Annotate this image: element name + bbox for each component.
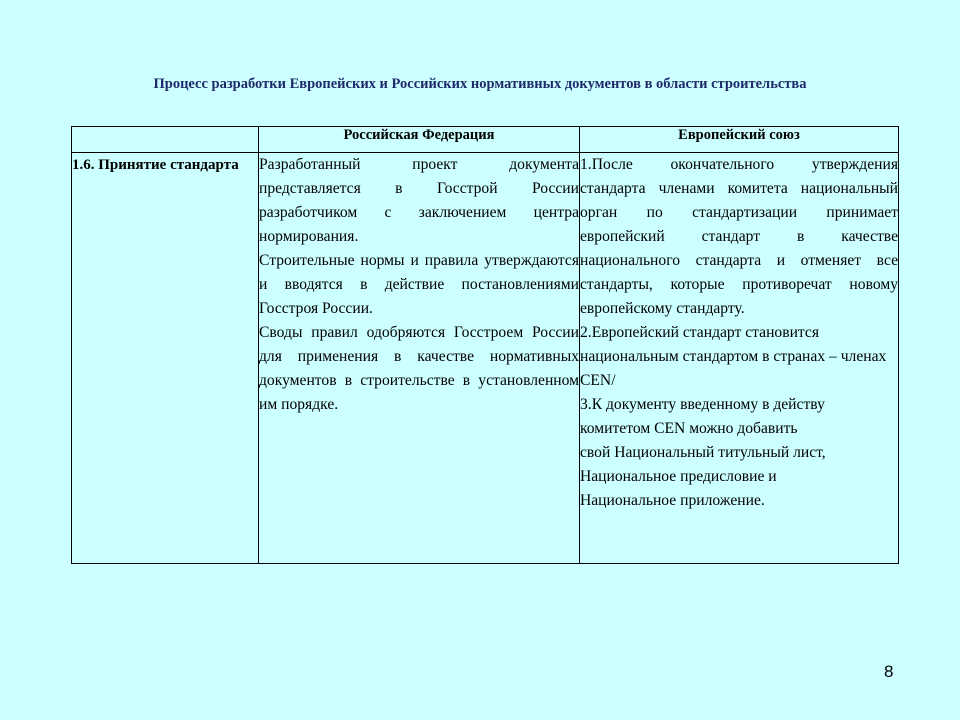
russia-cell (259, 153, 580, 564)
slide-title: Процесс разработки Европейских и Российских нормативных документов в области строительства (153, 76, 807, 92)
table-row (72, 153, 899, 564)
eu-paragraph: 1.После окончательного утверждения стандарта членами комитета национальный орган по стандартизации принимает европейский стандарт в качестве национального стандарта и отменяет все стандарты, которые противоречат новому европейскому стандарту. (580, 156, 898, 317)
eu-paragraph: 2.Европейский стандарт становится национальным стандартом в странах – членах CEN/ (580, 324, 887, 389)
stage-cell: 1.6. Принятие стандарта (72, 153, 259, 564)
page-number: 8 (884, 662, 894, 681)
eu-cell (580, 153, 899, 564)
russia-paragraph: Своды правил одобряются Госстроем России для применения в качестве нормативных документов в строительстве в установленном им порядке. (259, 324, 579, 413)
russia-paragraph: Строительные нормы и правила утверждаются и вводятся в действие постановлениями Госстроя России. (259, 252, 579, 317)
table-header-row (72, 127, 899, 153)
header-eu: Европейский союз (580, 127, 899, 153)
eu-paragraph: Национальное приложение. (580, 492, 765, 509)
eu-paragraph: Национальное предисловие и (580, 468, 777, 485)
header-russia: Российская Федерация (259, 127, 580, 153)
eu-paragraph: свой Национальный титульный лист, (580, 444, 826, 461)
header-stage (72, 127, 259, 153)
comparison-table (71, 126, 899, 564)
eu-paragraph: 3.К документу введенному в действу комитетом CEN можно добавить (580, 396, 825, 437)
russia-paragraph: Разработанный проект документа представляется в Госстрой России разработчиком с заключением центра нормирования. (259, 156, 579, 245)
